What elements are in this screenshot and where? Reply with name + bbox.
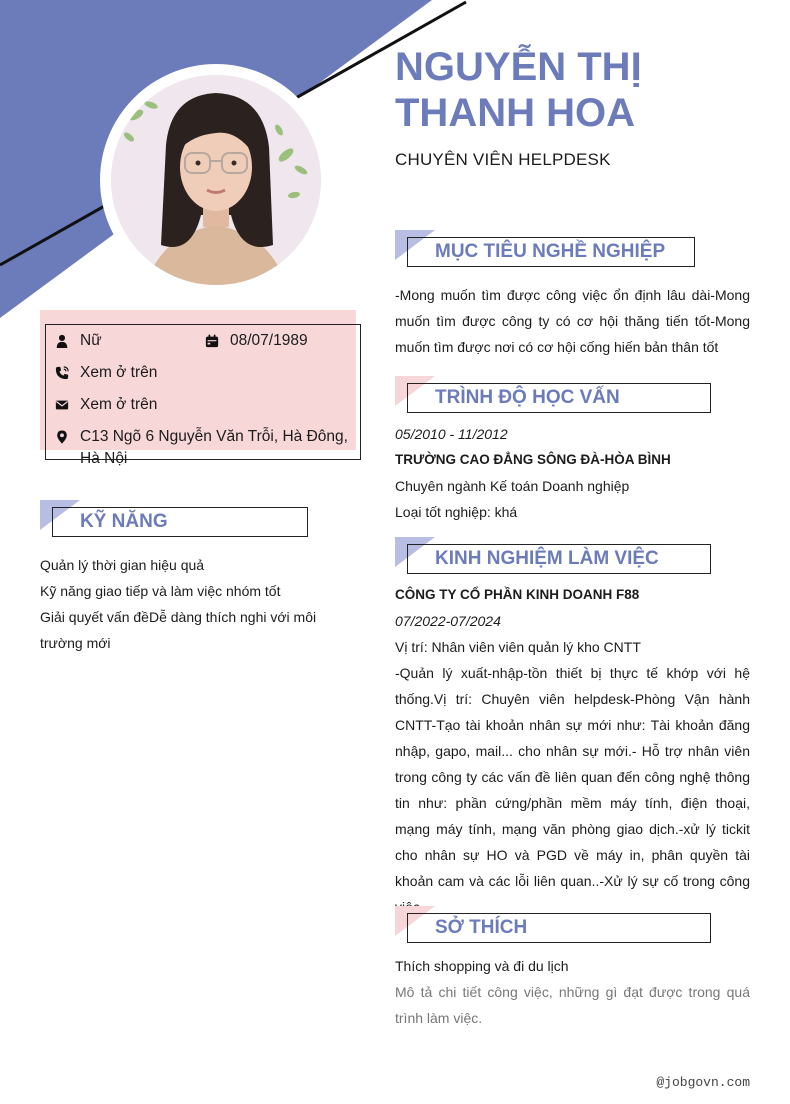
location-icon (50, 426, 74, 448)
education-grade: Loại tốt nghiệp: khá (395, 504, 518, 520)
skill-item: Giải quyết vấn đềDễ dàng thích nghi với môi trường mới (40, 609, 317, 651)
phone-value: Xem ở trên (80, 364, 158, 381)
experience-period: 07/2022-07/2024 (395, 613, 501, 629)
name-line-1: NGUYỄN THỊ (395, 45, 642, 89)
education-school: TRƯỜNG CAO ĐẲNG SÔNG ĐÀ-HÒA BÌNH (395, 452, 671, 467)
hobbies-text: Thích shopping và đi du lịch (395, 958, 569, 974)
experience-heading: KINH NGHIỆM LÀM VIỆC (435, 548, 659, 569)
objective-text: -Mong muốn tìm được công việc ổn định lâu dài-Mong muốn tìm được công ty có cơ hội thăng tiến tốt-Mong muốn tìm được nơi có cơ hội cống hiến bản thân tốt (395, 287, 750, 355)
name-line-2: THANH HOA (395, 91, 635, 135)
hobbies-note: Mô tả chi tiết công việc, những gì đạt được trong quá trình làm việc. (395, 984, 750, 1026)
mail-icon (50, 394, 74, 416)
phone-icon (50, 362, 74, 384)
education-heading: TRÌNH ĐỘ HỌC VẤN (435, 387, 620, 408)
education-major: Chuyên ngành Kế toán Doanh nghiệp (395, 478, 630, 494)
contact-email (50, 394, 350, 416)
avatar (111, 75, 321, 285)
education-details (395, 421, 750, 525)
experience-description: -Quản lý xuất-nhập-tồn thiết bị thực tế khớp với hệ thống.Vị trí: Chuyên viên helpdesk-Phòng Vận hành CNTT-Tạo tài khoản nhân sự mới như: Tài khoản đăng nhập, gapo, mail... cho nhân sự mới.- Hỗ trợ nhân viên trong công ty các vấn đề liên quan đến công nghệ thông tin như: phần cứng/phần mềm máy tính, điện thoại, mạng máy tính, mạng văn phòng giao dịch.-xử lý tickit cho nhân sự HO và PGD về máy in, phân quyền tài khoản cam và các lỗi liên quan..-Xử lý sự cố trong công (395, 665, 750, 889)
person-icon (50, 330, 74, 352)
skill-item: Kỹ năng giao tiếp và làm việc nhóm tốt (40, 583, 281, 599)
experience-details (395, 582, 750, 920)
contact-birthday (200, 330, 360, 352)
contact-phone (50, 362, 350, 384)
experience-company: CÔNG TY CỔ PHẦN KINH DOANH F88 (395, 587, 640, 602)
gender-value: Nữ (80, 332, 102, 349)
hobbies-heading: SỞ THÍCH (435, 917, 528, 938)
objective-heading: MỤC TIÊU NGHỀ NGHIỆP (435, 241, 666, 262)
education-period: 05/2010 - 11/2012 (395, 426, 508, 442)
email-value: Xem ở trên (80, 396, 158, 413)
skills-heading: KỸ NĂNG (80, 511, 168, 532)
birthday-value: 08/07/1989 (230, 332, 308, 349)
contact-address (50, 426, 356, 470)
skill-item: Quản lý thời gian hiệu quả (40, 557, 205, 573)
skills-list (40, 552, 360, 656)
address-value: C13 Ngõ 6 Nguyễn Văn Trỗi, Hà Đông, Hà Nội (80, 428, 348, 467)
footer-brand: @jobgovn.com (656, 1075, 750, 1090)
job-title: CHUYÊN VIÊN HELPDESK (395, 150, 611, 169)
candidate-name (395, 44, 755, 136)
experience-position: Vị trí: Nhân viên viên quản lý kho CNTT (395, 639, 641, 655)
hobbies-details (395, 953, 750, 1031)
contact-gender (50, 330, 200, 352)
calendar-icon (200, 330, 224, 352)
